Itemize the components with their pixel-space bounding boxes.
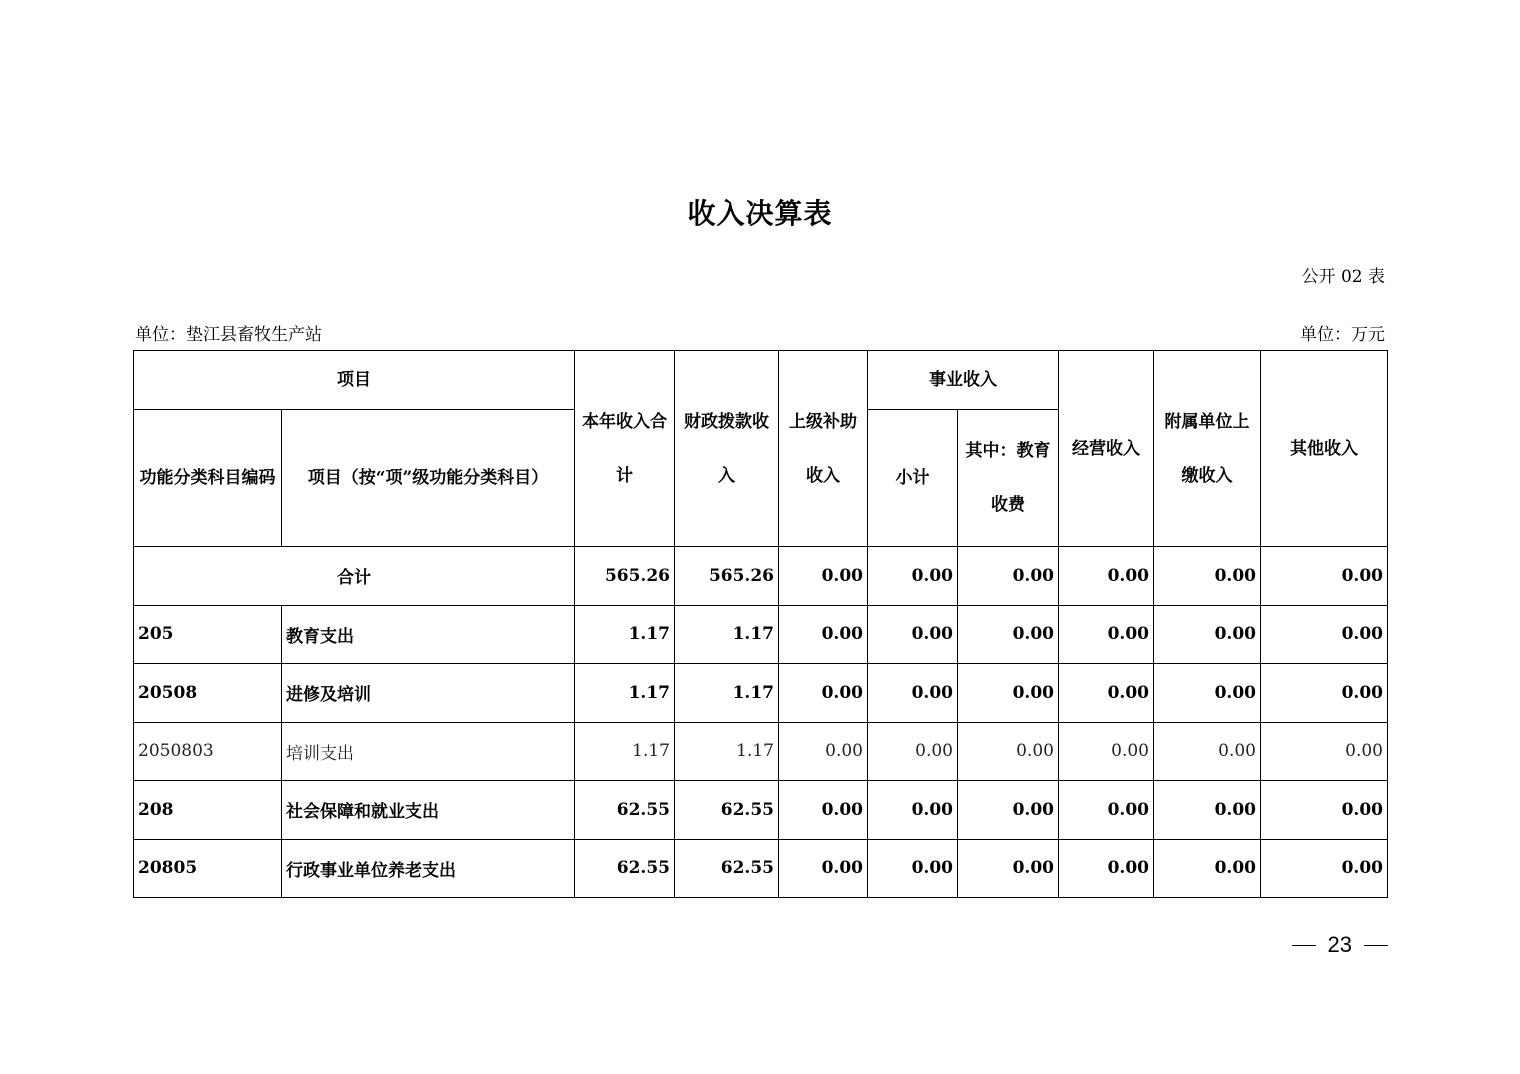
row-cell: 0.00 <box>1059 722 1154 781</box>
row-name: 培训支出 <box>282 722 575 781</box>
row-cell: 1.17 <box>675 722 779 781</box>
document-title: 收入决算表 <box>687 197 833 230</box>
row-name: 社会保障和就业支出 <box>282 781 575 840</box>
header-affiliated-income: 附属单位上缴收入 <box>1154 351 1261 547</box>
header-business-income: 事业收入 <box>868 351 1059 410</box>
row-cell: 1.17 <box>675 664 779 723</box>
row-cell: 0.00 <box>779 605 868 664</box>
row-cell: 1.17 <box>575 605 675 664</box>
header-total-income: 本年收入合计 <box>575 351 675 547</box>
total-cell: 0.00 <box>958 547 1059 606</box>
row-cell: 0.00 <box>868 664 958 723</box>
unit-currency: 单位：万元 <box>1300 325 1385 345</box>
row-code: 205 <box>134 605 282 664</box>
row-cell: 0.00 <box>1059 839 1154 898</box>
row-cell: 0.00 <box>868 605 958 664</box>
row-cell: 0.00 <box>958 664 1059 723</box>
total-row <box>134 547 1388 606</box>
header-row-1 <box>134 351 1388 410</box>
row-name: 行政事业单位养老支出 <box>282 839 575 898</box>
row-cell: 62.55 <box>575 781 675 840</box>
row-cell: 0.00 <box>1261 839 1388 898</box>
row-cell: 0.00 <box>1154 664 1261 723</box>
row-cell: 0.00 <box>1059 605 1154 664</box>
row-cell: 0.00 <box>779 839 868 898</box>
row-cell: 0.00 <box>1261 664 1388 723</box>
page-dash-left <box>1292 945 1316 946</box>
page-number <box>1292 932 1388 958</box>
total-cell: 565.26 <box>675 547 779 606</box>
total-cell: 565.26 <box>575 547 675 606</box>
total-cell: 0.00 <box>1059 547 1154 606</box>
header-other-income: 其他收入 <box>1261 351 1388 547</box>
row-cell: 0.00 <box>1059 664 1154 723</box>
row-cell: 0.00 <box>1261 605 1388 664</box>
row-name: 进修及培训 <box>282 664 575 723</box>
total-cell: 0.00 <box>1261 547 1388 606</box>
table-row <box>134 781 1388 840</box>
row-cell: 0.00 <box>1261 781 1388 840</box>
table-row <box>134 839 1388 898</box>
row-cell: 0.00 <box>1154 781 1261 840</box>
row-cell: 0.00 <box>958 722 1059 781</box>
header-function-code: 功能分类科目编码 <box>134 410 282 547</box>
total-cell: 0.00 <box>868 547 958 606</box>
table-row <box>134 605 1388 664</box>
row-cell: 0.00 <box>958 781 1059 840</box>
header-fiscal-appropriation: 财政拨款收入 <box>675 351 779 547</box>
row-cell: 1.17 <box>675 605 779 664</box>
header-project-name: 项目（按“项”级功能分类科目） <box>282 410 575 547</box>
row-cell: 0.00 <box>1154 605 1261 664</box>
row-code: 208 <box>134 781 282 840</box>
row-cell: 0.00 <box>1154 839 1261 898</box>
total-cell: 0.00 <box>1154 547 1261 606</box>
total-label: 合计 <box>134 547 575 606</box>
row-cell: 1.17 <box>575 722 675 781</box>
row-code: 20508 <box>134 664 282 723</box>
row-cell: 62.55 <box>575 839 675 898</box>
row-cell: 0.00 <box>868 722 958 781</box>
row-code: 20805 <box>134 839 282 898</box>
row-cell: 0.00 <box>868 781 958 840</box>
row-name: 教育支出 <box>282 605 575 664</box>
row-cell: 0.00 <box>958 605 1059 664</box>
header-education-fee: 其中：教育收费 <box>958 410 1059 547</box>
header-superior-subsidy: 上级补助收入 <box>779 351 868 547</box>
header-subtotal: 小计 <box>868 410 958 547</box>
page-number-text: 23 <box>1327 932 1352 957</box>
total-cell: 0.00 <box>779 547 868 606</box>
row-cell: 1.17 <box>575 664 675 723</box>
income-statement-table <box>133 350 1388 898</box>
row-cell: 0.00 <box>1059 781 1154 840</box>
form-code: 公开 02 表 <box>1301 267 1385 287</box>
row-cell: 0.00 <box>1261 722 1388 781</box>
table-row <box>134 722 1388 781</box>
row-cell: 0.00 <box>958 839 1059 898</box>
page-dash-right <box>1364 945 1388 946</box>
unit-organization: 单位：垫江县畜牧生产站 <box>135 325 322 345</box>
row-cell: 0.00 <box>1154 722 1261 781</box>
table-row <box>134 664 1388 723</box>
row-cell: 0.00 <box>779 664 868 723</box>
header-operating-income: 经营收入 <box>1059 351 1154 547</box>
header-project: 项目 <box>134 351 575 410</box>
row-cell: 0.00 <box>779 781 868 840</box>
row-cell: 62.55 <box>675 839 779 898</box>
row-cell: 0.00 <box>779 722 868 781</box>
row-cell: 0.00 <box>868 839 958 898</box>
row-cell: 62.55 <box>675 781 779 840</box>
row-code: 2050803 <box>134 722 282 781</box>
